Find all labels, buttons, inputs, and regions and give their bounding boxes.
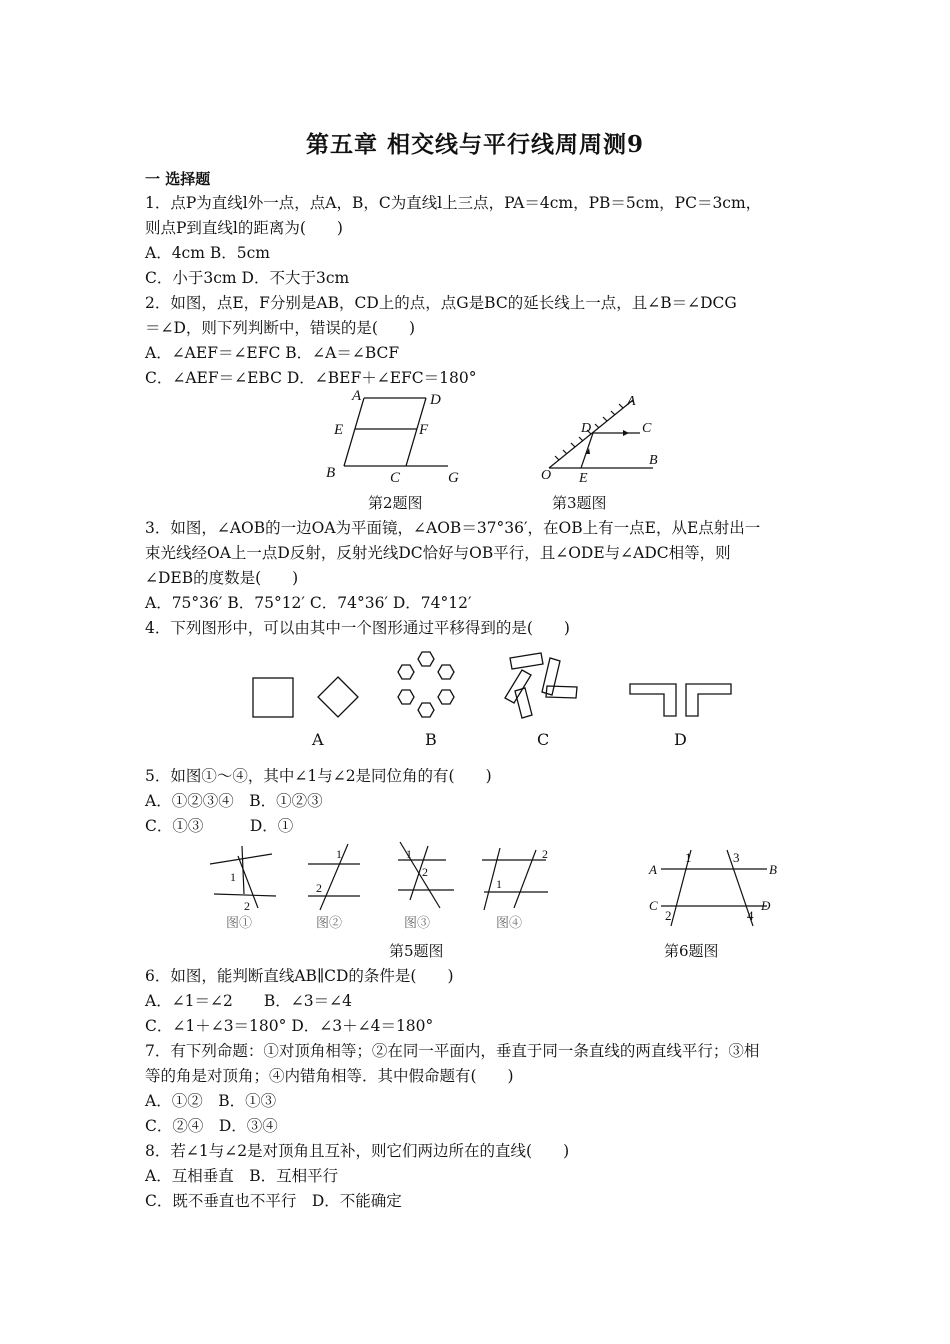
fig5-p2-angle-1: 1 [336, 847, 342, 861]
fig2-label-b: B [326, 465, 336, 481]
fig6-angle-2: 2 [665, 908, 672, 923]
fig2-label-f: F [419, 422, 429, 438]
q8-line: 8．若∠1与∠2是对顶角且互补，则它们两边所在的直线( ) [145, 1142, 570, 1160]
q6-option-cd: C．∠1＋∠3＝180° D．∠3＋∠4＝180° [145, 1017, 434, 1035]
fig5-p1-angle-2: 2 [244, 899, 250, 913]
fig6-angle-4: 4 [747, 908, 754, 923]
figure-2-parallelogram [318, 388, 478, 486]
page-title: 第五章 相交线与平行线周周测9 [305, 131, 644, 158]
q5-line: 5．如图①～④，其中∠1与∠2是同位角的有( ) [145, 767, 492, 785]
fig2-label-g: G [448, 470, 459, 486]
q3-line-3: ∠DEB的度数是( ) [145, 569, 299, 587]
q5-option-cd: C．①③ D．① [145, 817, 294, 835]
q4-label-d: D [674, 730, 687, 749]
q2-option-ab: A．∠AEF＝∠EFC B．∠A＝∠BCF [145, 344, 400, 362]
q7-line-1: 7．有下列命题：①对顶角相等；②在同一平面内，垂直于同一条直线的两直线平行；③相 [145, 1042, 760, 1060]
fig5-p3-angle-2: 2 [422, 865, 428, 879]
fig6-caption: 第6题图 [664, 942, 719, 960]
q1-option-cd: C．小于3cm D．不大于3cm [145, 269, 350, 287]
fig6-angle-3: 3 [733, 850, 740, 865]
q1-line-1: 1．点P为直线l外一点，点A，B，C为直线l上三点，PA＝4cm，PB＝5cm，PC＝3cm， [145, 194, 762, 212]
fig2-label-c: C [390, 470, 401, 486]
q4-diamond-a [318, 677, 358, 717]
q4-figures [240, 640, 740, 722]
fig2-label-a: A [352, 388, 362, 404]
q4-line: 4．下列图形中，可以由其中一个图形通过平移得到的是( ) [145, 619, 570, 637]
fig6-angle-1: 1 [685, 850, 692, 865]
section-heading: 一 选择题 [145, 170, 211, 188]
q4-hexagons-b [398, 652, 454, 717]
q7-line-2: 等的角是对顶角；④内错角相等．其中假命题有( ) [145, 1067, 514, 1085]
q4-label-a: A [312, 730, 324, 749]
fig3-label-c: C [642, 421, 652, 436]
q3-options: A．75°36′ B．75°12′ C．74°36′ D．74°12′ [145, 594, 472, 612]
fig5-panel-1-label: 图① [226, 915, 253, 930]
q1-option-ab: A．4cm B．5cm [145, 244, 270, 262]
q4-label-b: B [425, 730, 437, 749]
fig3-caption: 第3题图 [552, 494, 607, 512]
fig5-p2-angle-2: 2 [316, 881, 322, 895]
q4-square-a [253, 678, 293, 717]
q4-label-c: C [537, 730, 550, 749]
q8-option-cd: C．既不垂直也不平行 D．不能确定 [145, 1192, 402, 1210]
fig5-panel-2-label: 图② [316, 915, 343, 930]
fig6-label-d: D [761, 898, 771, 913]
fig5-caption: 第5题图 [389, 942, 444, 960]
fig5-p4-angle-1: 1 [496, 877, 502, 891]
fig5-p3-angle-1: 1 [406, 847, 412, 861]
q5-option-ab: A．①②③④ B．①②③ [145, 792, 323, 810]
fig3-label-o: O [541, 468, 552, 483]
figure-6-trapezoid [645, 844, 785, 934]
q7-option-cd: C．②④ D．③④ [145, 1117, 278, 1135]
q4-lshape-d-left [630, 684, 676, 716]
q2-line-2: ＝∠D，则下列判断中，错误的是( ) [145, 319, 416, 337]
fig2-label-e: E [334, 422, 344, 438]
fig3-label-d: D [581, 421, 592, 436]
fig6-label-c: C [649, 898, 658, 913]
fig6-label-b: B [769, 862, 777, 877]
fig3-label-b: B [649, 453, 658, 468]
figure-3-mirror [535, 388, 670, 486]
q6-option-ab: A．∠1＝∠2 B．∠3＝∠4 [145, 992, 352, 1010]
q2-line-1: 2．如图，点E，F分别是AB，CD上的点，点G是BC的延长线上一点，且∠B＝∠DCG [145, 294, 737, 312]
fig5-panel-4-label: 图④ [496, 915, 523, 930]
q4-lshape-d-right [686, 684, 731, 716]
q3-line-2: 束光线经OA上一点D反射，反射光线DC恰好与OB平行，且∠ODE与∠ADC相等，则 [145, 544, 731, 562]
q2-option-cd: C．∠AEF＝∠EBC D．∠BEF＋∠EFC＝180° [145, 369, 477, 387]
fig2-caption: 第2题图 [368, 494, 423, 512]
fig3-label-a: A [627, 394, 636, 409]
figure-5-panels [200, 838, 570, 933]
q8-option-ab: A．互相垂直 B．互相平行 [145, 1167, 339, 1185]
fig5-panel-3-label: 图③ [404, 915, 431, 930]
q3-line-1: 3．如图，∠AOB的一边OA为平面镜，∠AOB＝37°36′，在OB上有一点E，从E点射出一 [145, 519, 761, 537]
q6-line: 6．如图，能判断直线AB∥CD的条件是( ) [145, 967, 454, 985]
fig5-p4-angle-2: 2 [542, 847, 548, 861]
fig5-p1-angle-1: 1 [230, 870, 236, 884]
fig6-label-a: A [649, 862, 657, 877]
q4-rectangles-c [505, 653, 577, 718]
fig2-label-d: D [430, 392, 441, 408]
fig3-label-e: E [579, 471, 588, 486]
q1-line-2: 则点P到直线l的距离为( ) [145, 219, 343, 237]
q7-option-ab: A．①② B．①③ [145, 1092, 277, 1110]
